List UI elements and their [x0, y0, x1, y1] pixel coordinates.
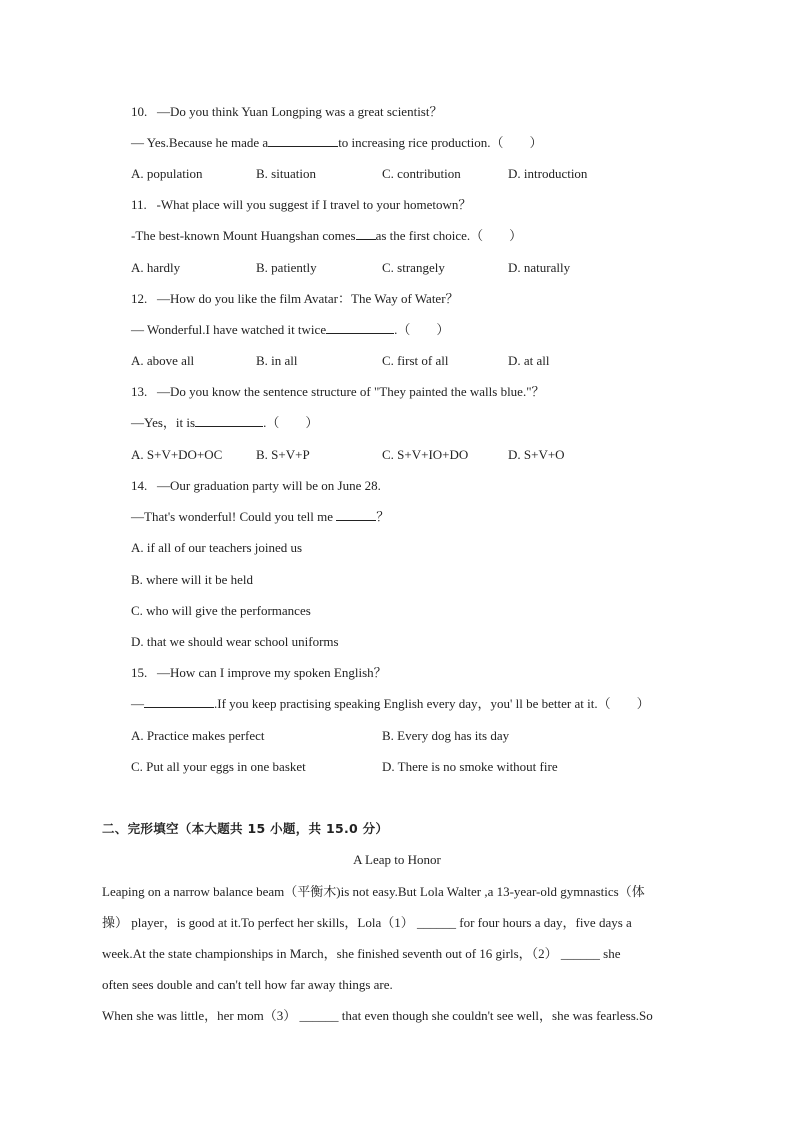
option-d[interactable]: D. that we should wear school uniforms	[131, 634, 339, 649]
question-text: —Our graduation party will be on June 28.	[157, 478, 381, 493]
answer-blank[interactable]	[336, 509, 376, 521]
answer-blank[interactable]	[195, 415, 263, 427]
option-b[interactable]: B. in all	[256, 353, 298, 368]
question-13-answer	[131, 415, 318, 431]
option-b[interactable]: B. where will it be held	[131, 572, 254, 587]
option-b[interactable]: B. patiently	[256, 260, 317, 275]
option-b[interactable]: B. situation	[256, 166, 316, 181]
answer-suffix: .If you keep practising speaking English every day，you' ll be better at it.（ ）	[214, 696, 650, 711]
option-a[interactable]: A. hardly	[131, 260, 181, 275]
answer-suffix: .（ ）	[394, 322, 450, 337]
option-d[interactable]: D. introduction	[508, 166, 588, 181]
passage-line: Leaping on a narrow balance beam（平衡木)is not easy.But Lola Walter ,a 13-year-old gymnastics（体	[102, 884, 645, 899]
answer-suffix: ？	[376, 509, 390, 524]
question-12-prompt	[131, 291, 459, 307]
answer-blank[interactable]	[326, 322, 394, 334]
option-a[interactable]: A. Practice makes perfect	[131, 728, 265, 743]
question-number: 11.	[131, 197, 147, 212]
answer-prefix: -The best-known Mount Huangshan comes	[131, 228, 356, 243]
passage-line: week.At the state championships in March，she finished seventh out of 16 girls，（2） ______ she	[102, 946, 621, 961]
question-11-prompt	[131, 197, 471, 213]
option-a[interactable]: A. population	[131, 166, 203, 181]
answer-suffix: as the first choice.（ ）	[375, 228, 523, 243]
answer-blank[interactable]	[268, 135, 338, 147]
question-number: 15.	[131, 665, 148, 680]
answer-prefix: — Yes.Because he made a	[131, 135, 269, 150]
question-text: —How do you like the film Avatar：The Way of Water？	[157, 291, 459, 306]
option-c[interactable]: C. S+V+IO+DO	[382, 447, 469, 462]
option-c[interactable]: C. strangely	[382, 260, 445, 275]
answer-prefix: —Yes，it is	[131, 415, 196, 430]
answer-prefix: —That's wonderful! Could you tell me	[131, 509, 334, 524]
option-a[interactable]: A. S+V+DO+OC	[131, 447, 223, 462]
question-10-prompt	[131, 104, 442, 120]
question-number: 10.	[131, 104, 148, 119]
question-15-answer	[131, 696, 650, 712]
answer-blank[interactable]	[356, 228, 376, 240]
question-11-answer	[131, 228, 522, 244]
question-12-answer	[131, 322, 449, 338]
answer-blank[interactable]	[144, 696, 214, 708]
question-14-answer	[131, 509, 389, 525]
option-c[interactable]: C. first of all	[382, 353, 449, 368]
question-text: —How can I improve my spoken English？	[157, 665, 387, 680]
option-a[interactable]: A. if all of our teachers joined us	[131, 540, 303, 555]
passage-title: A Leap to Honor	[353, 852, 441, 867]
option-d[interactable]: D. S+V+O	[508, 447, 565, 462]
option-c[interactable]: C. who will give the performances	[131, 603, 311, 618]
answer-prefix: — Wonderful.I have watched it twice	[131, 322, 327, 337]
option-a[interactable]: A. above all	[131, 353, 195, 368]
question-number: 14.	[131, 478, 148, 493]
section-heading: 二、完形填空（本大题共 15 小题，共 15.0 分）	[102, 821, 389, 836]
question-number: 13.	[131, 384, 148, 399]
answer-suffix: to increasing rice production.（ ）	[338, 135, 543, 150]
option-d[interactable]: D. There is no smoke without fire	[382, 759, 558, 774]
answer-suffix: .（ ）	[263, 415, 319, 430]
passage-line: When she was little，her mom（3） ______ that even though she couldn't see well，she was fearless.So	[102, 1008, 653, 1023]
passage-line: 操） player，is good at it.To perfect her skills，Lola（1） ______ for four hours a day，five days a	[102, 915, 632, 930]
question-14-prompt	[131, 478, 381, 494]
question-number: 12.	[131, 291, 148, 306]
passage-line: often sees double and can't tell how far away things are.	[102, 977, 393, 992]
question-15-prompt	[131, 665, 387, 681]
question-text: —Do you think Yuan Longping was a great scientist？	[157, 104, 443, 119]
question-10-answer	[131, 135, 543, 151]
option-c[interactable]: C. contribution	[382, 166, 461, 181]
option-d[interactable]: D. at all	[508, 353, 550, 368]
option-b[interactable]: B. Every dog has its day	[382, 728, 510, 743]
option-c[interactable]: C. Put all your eggs in one basket	[131, 759, 306, 774]
question-text: -What place will you suggest if I travel to your hometown？	[156, 197, 472, 212]
question-text: —Do you know the sentence structure of "They painted the walls blue."？	[157, 384, 545, 399]
option-b[interactable]: B. S+V+P	[256, 447, 310, 462]
question-13-prompt	[131, 384, 545, 400]
option-d[interactable]: D. naturally	[508, 260, 571, 275]
answer-prefix: —	[131, 696, 144, 711]
